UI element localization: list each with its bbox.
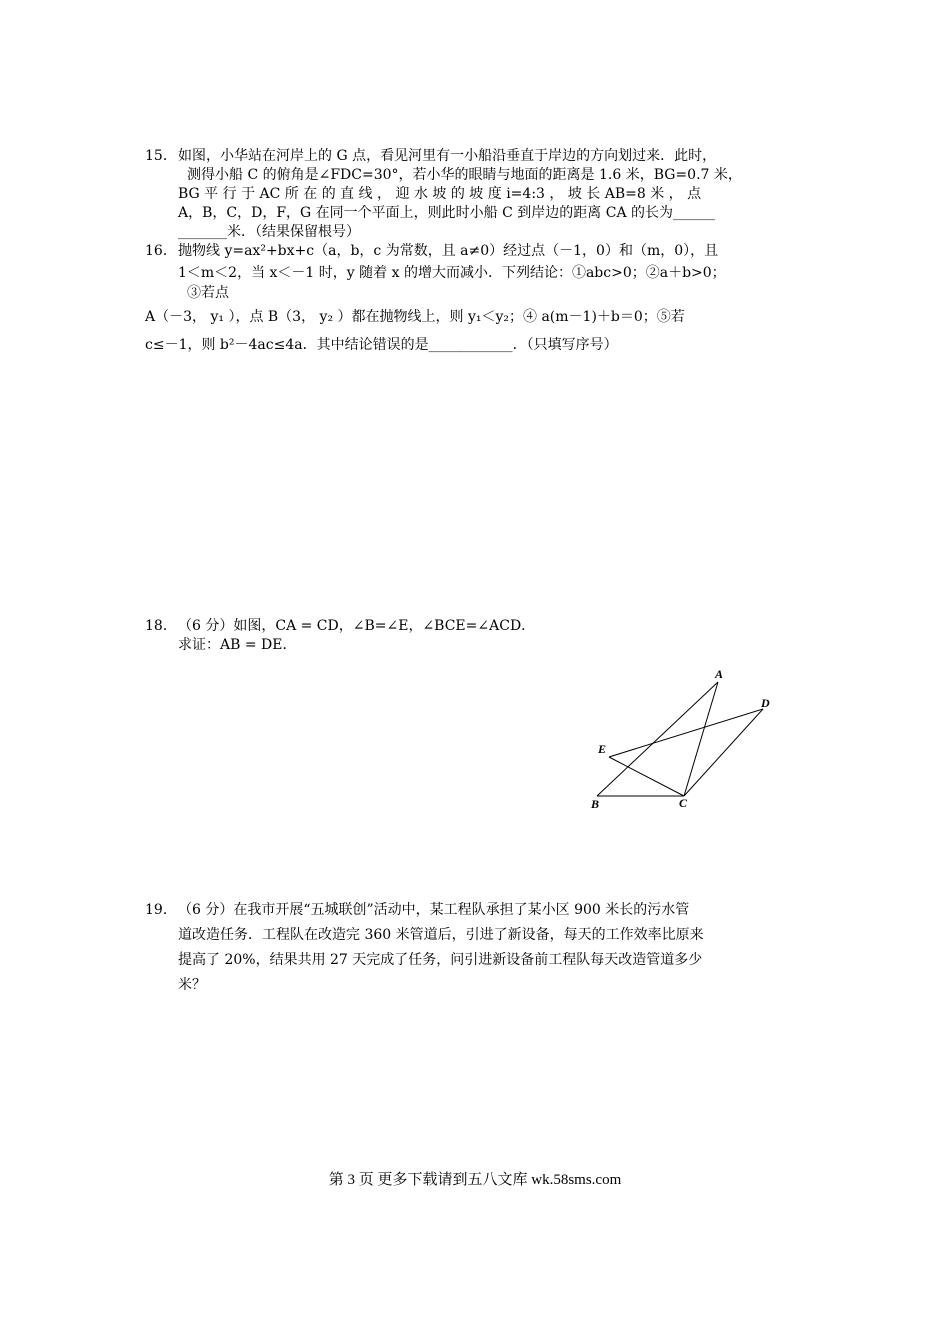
question-15	[145, 147, 825, 247]
question-text-line: 道改造任务．工程队在改造完 360 米管道后，引进了新设备，每天的工作效率比原来	[178, 927, 704, 943]
question-text-line: _______米．（结果保留根号）	[178, 224, 360, 240]
point-label-e: E	[598, 742, 607, 756]
question-text-line: 1＜m＜2，当 x＜－1 时，y 随着 x 的增大而减小．下列结论：①abc>0；②a＋b>0；	[178, 265, 726, 281]
question-text-line: 抛物线 y=ax²+bx+c（a，b，c 为常数，且 a≠0）经过点（－1，0）和（m，0），且	[178, 243, 719, 259]
geometry-figure	[585, 660, 785, 810]
page-footer: 第 3 页 更多下载请到五八文库 wk.58sms.com	[328, 1172, 622, 1188]
point-label-d: D	[761, 696, 770, 710]
question-text-line: ③若点	[187, 285, 229, 301]
point-label-b: B	[591, 797, 600, 810]
question-text-line: 测得小船 C 的俯角是∠FDC=30°，若小华的眼睛与地面的距离是 1.6 米，BG=0.7 米，	[187, 167, 742, 183]
question-16	[145, 242, 825, 362]
point-label-c: C	[679, 796, 688, 810]
question-text-line: 如图，小华站在河岸上的 G 点，看见河里有一小船沿垂直于岸边的方向划过来．此时，	[178, 148, 717, 164]
segment-ac	[684, 682, 718, 796]
segment-ed	[609, 709, 763, 757]
question-18	[145, 617, 825, 662]
segment-cd	[684, 709, 763, 796]
question-number: 15．	[145, 148, 177, 164]
question-19	[145, 898, 825, 998]
segment-ec	[609, 757, 684, 796]
question-text-line: A（－3， y₁ ），点 B（3， y₂ ）都在抛物线上，则 y₁＜y₂；④ a(m－1)＋b＝0；⑤若	[145, 309, 685, 325]
point-label-a: A	[715, 667, 724, 681]
question-text-line: 提高了 20%，结果共用 27 天完成了任务，问引进新设备前工程队每天改造管道多少	[178, 952, 703, 968]
question-number: 19．	[145, 902, 177, 918]
question-text-line: （6 分）在我市开展“五城联创”活动中，某工程队承担了某小区 900 米长的污水管	[178, 902, 690, 918]
question-text-line: 求证：AB = DE．	[178, 637, 297, 653]
question-text-line: （6 分）如图，CA = CD，∠B=∠E，∠BCE=∠ACD．	[178, 618, 536, 634]
question-text-line: BG 平 行 于 AC 所 在 的 直 线 ， 迎 水 坡 的 坡 度 i=4:3 ， 坡 长 AB=8 米 ， 点	[178, 186, 702, 202]
question-text-line: c≤－1，则 b²－4ac≤4a．其中结论错误的是____________．（只填写序号）	[145, 337, 618, 353]
question-number: 18．	[145, 618, 177, 634]
question-text-line: 米？	[178, 977, 206, 993]
question-number: 16．	[145, 243, 177, 259]
question-text-line: A，B，C，D，F，G 在同一个平面上，则此时小船 C 到岸边的距离 CA 的长为______	[178, 205, 716, 221]
